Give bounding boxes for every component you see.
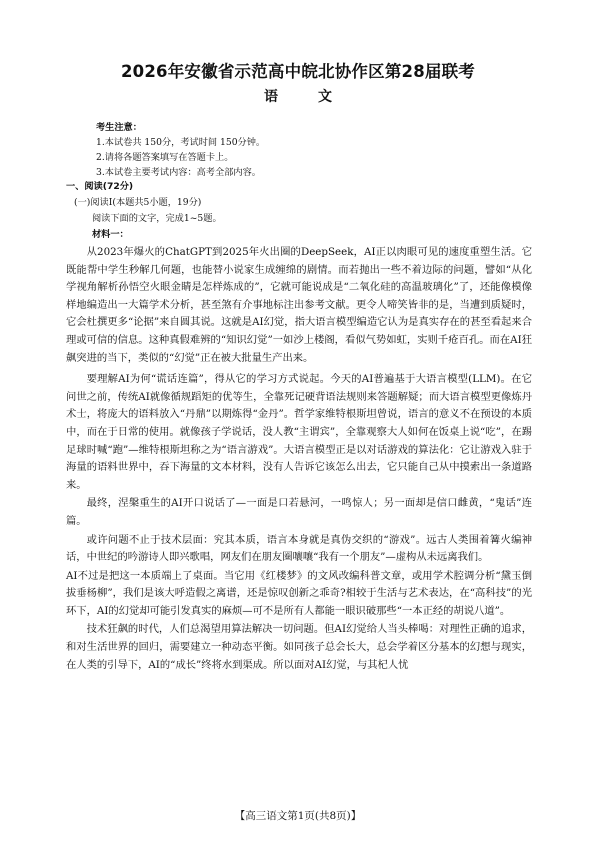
- passage-paragraph: 技术狂飙的时代，人们总渴望用算法解决一切问题。但AI幻觉给人当头棒喝：对理性正确的追求，和对生活世界的回归，需要建立一种动态平衡。如同孩子总会长大，总会学着区分基本的幻想与现实，在人类的引导下，AI的“成长”终将水到渠成。所以面对AI幻觉，与其杞人忧: [66, 623, 532, 671]
- notice-item: 3.本试卷主要考试内容：高考全部内容。: [96, 167, 261, 178]
- exam-notice: [96, 120, 265, 180]
- notice-item: 2.请将各题答案填写在答题卡上。: [96, 152, 234, 163]
- page-footer: 【高三语文第1页(共8页)】: [234, 810, 362, 822]
- passage-paragraph: 从2023年爆火的ChatGPT到2025年火出圈的DeepSeek，AI正以肉眼可见的速度重塑生活。它既能帮中学生秒解几何题，也能替小说家生成缠绵的剧情。而若抛出一些不着边际的问题，譬如“从化学视角解析孙悟空火眼金睛是怎样炼成的”，它就可能说成是“二氧化硅的高温玻璃化”了，还能像模像样地编造出一大篇学术分析，甚至煞有介事地标注出参考文献。更令人啼笑皆非的是，当遭到质疑时，它会杜撰更多“论据”来自圆其说。这就是AI幻觉，指大语言模型编造它认为是真实存在的甚至看起来合理或可信的信息。这种真假难辨的“知识幻觉”一如沙上楼阁，看似气势如虹，实则千疮百孔。而在AI狂飙突进的当下，类似的“幻觉”正在被大批量生产出来。: [66, 246, 532, 364]
- passage-paragraph: 要理解AI为何“谎话连篇”，得从它的学习方式说起。今天的AI普遍基于大语言模型(LLM)。在它问世之前，传统AI就像循规蹈矩的优等生，全靠死记硬背语法规则来答题解疑；而大语言模型更像炼丹术士，将庞大的语料放入“丹鼎”以期炼得“金丹”。哲学家维特根斯坦曾说，语言的意义不在预设的本质中，而在于日常的使用。就像孩子学说话，没人教“主谓宾”，全靠观察大人如何在饭桌上说“吃”，在踢足球时喊“跑”—维特根斯坦称之为“语言游戏”。大语言模型正是以对话游戏的算法化：它让游戏入驻于海量的语料世界中，吞下海量的文本材料，没有人告诉它该怎么出去，它只能自己从中摸索出一条道路来。: [66, 373, 532, 491]
- subsection-heading: (一)阅读Ⅰ(本题共5小题，19分): [74, 197, 202, 208]
- passage-paragraph: 最终，涅槃重生的AI开口说话了—一面是口若悬河，一鸣惊人；另一面却是信口雌黄，“鬼话”连篇。: [66, 497, 532, 527]
- exam-title: 2026年安徽省示范高中皖北协作区第28届联考: [121, 62, 475, 81]
- notice-item: 1.本试卷共 150分，考试时间 150分钟。: [96, 137, 266, 148]
- exam-subject: 语文: [264, 89, 372, 105]
- material-label: 材料一：: [92, 229, 129, 240]
- reading-passage: [66, 244, 532, 675]
- passage-paragraph: AI不过是把这一本质端上了桌面。当它用《红楼梦》的文风改编科普文章，或用学术腔调分析“黛玉倒拔垂杨柳”，我们是该大呼造假之离谱，还是惊叹创新之乖奇?相较于生活与艺术表达，在“高科技”的光环下，AI的幻觉却可能引发真实的麻烦—可不是所有人都能一眼识破那些“一本正经的胡说八道”。: [66, 569, 532, 617]
- notice-heading: 考生注意：: [96, 122, 142, 133]
- section-heading-reading: 一、阅读(72分): [66, 181, 134, 192]
- passage-paragraph: 或许问题不止于技术层面：究其本质，语言本身就是真伪交织的“游戏”。远古人类围着篝火编神话，中世纪的吟游诗人即兴歌唱，网友们在朋友圈嚷嚷“我有一个朋友”—虚构从未远离我们。: [66, 533, 532, 564]
- reading-instruction: 阅读下面的文字，完成1~5题。: [92, 213, 222, 224]
